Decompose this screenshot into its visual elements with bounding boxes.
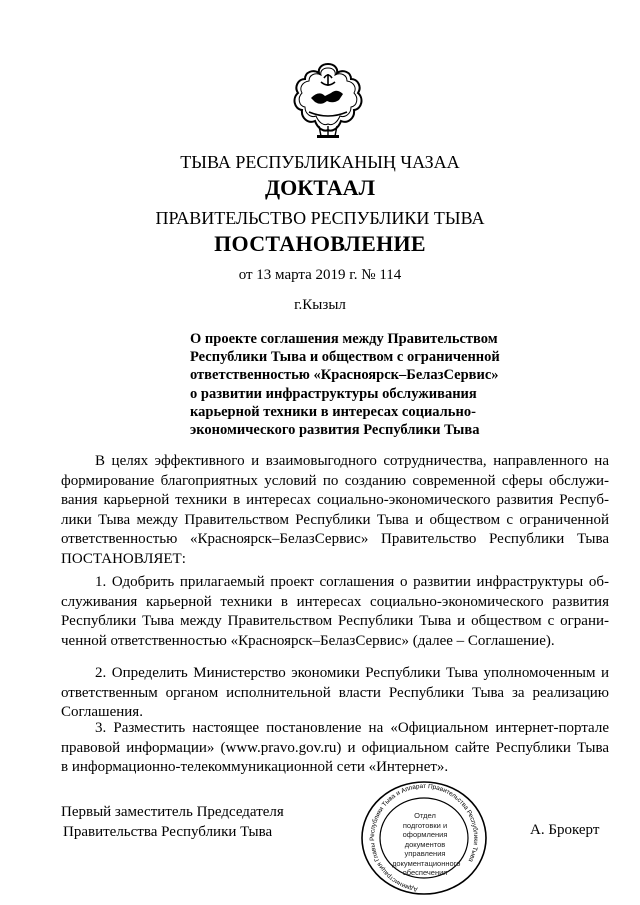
tyva-coat-of-arms-icon [291, 60, 365, 140]
header-tyva-government: ТЫВА РЕСПУБЛИКАНЫҢ ЧАЗАА [180, 152, 460, 172]
header-government: ПРАВИТЕЛЬСТВО РЕСПУБЛИКИ ТЫВА [155, 208, 485, 228]
text-line: вания карьерной техники в интересах социально-экономического развития Респуб- [61, 492, 609, 508]
text-line: 2. Определить Министерство экономики Республики Тыва уполномоченным и [95, 665, 609, 681]
document-date-number: от 13 марта 2019 г. № 114 [238, 267, 402, 283]
text-line: 3. Разместить настоящее постановление на «Официальном интернет-портале [95, 720, 609, 736]
header-tyva-resolution: ДОКТААЛ [265, 175, 375, 200]
signatory-position-line: Правительства Республики Тыва [63, 824, 273, 840]
subject-line: О проекте соглашения между Правительством [190, 331, 498, 347]
subject-line: ответственностью «Красноярск–БелазСервис» [190, 367, 499, 384]
text-line: ответственным органом исполнительной власти Республики Тыва за реализацию [61, 684, 609, 701]
stamp-line: обеспечения [402, 868, 448, 877]
signatory-name: А. Брокерт [530, 822, 600, 838]
text-line: в информационно-телекоммуникационной сети «Интернет». [61, 759, 449, 775]
stamp-line: управления [404, 849, 446, 858]
document-subject [190, 330, 500, 439]
item-3-paragraph [61, 719, 609, 778]
subject-line: карьерной техники в интересах социально- [190, 403, 476, 420]
text-line: лики Тыва между Правительством Республики Тыва и обществом с ограниченной [61, 511, 609, 528]
stamp-line: документационного [392, 858, 461, 868]
text-line: служивания карьерной техники в интересах социально-экономического развития [61, 593, 609, 610]
subject-line: Республики Тыва и обществом с ограниченной [190, 349, 500, 366]
document-city: г.Кызыл [294, 297, 346, 313]
header-resolution: ПОСТАНОВЛЕНИЕ [214, 231, 426, 256]
stamp-ring-text: Администрация Главы Республики Тыва и Аппарат Правительства Республики Тыва [369, 782, 480, 893]
item-2-paragraph [61, 664, 609, 723]
stamp-line: оформления документов [402, 830, 448, 849]
text-line: формирование благоприятных условий по созданию современной сферы обслужи- [61, 472, 609, 489]
text-line: ПОСТАНОВЛЯЕТ: [61, 550, 186, 567]
subject-line: о развитии инфраструктуры обслуживания [190, 385, 477, 402]
item-1-paragraph [61, 573, 609, 651]
signatory-position-line: Первый заместитель Председателя [61, 804, 284, 820]
text-line: ответственностью «Красноярск–БелазСервис» Правительство Республики Тыва [61, 531, 609, 547]
text-line: Республики Тыва между Правительством Республики Тыва и обществом с ограни- [61, 613, 609, 629]
text-line: 1. Одобрить прилагаемый проект соглашения о развитии инфраструктуры об- [95, 574, 609, 590]
text-line: В целях эффективного и взаимовыгодного сотрудничества, направленного на [95, 453, 609, 469]
stamp-inner-text [392, 811, 461, 878]
stamp-line: подготовки и [402, 820, 448, 830]
text-line: правовой информации» (www.pravo.gov.ru) и официальном сайте Республики Тыва [61, 739, 609, 756]
text-line: Соглашения. [61, 704, 143, 720]
signatory-position [61, 802, 284, 842]
preamble-paragraph [61, 452, 609, 569]
text-line: ченной ответственностью «Красноярск–БелазСервис» (далее – Соглашение). [61, 632, 555, 649]
stamp-line: Отдел [414, 811, 436, 820]
subject-line: экономического развития Республики Тыва [190, 422, 480, 439]
